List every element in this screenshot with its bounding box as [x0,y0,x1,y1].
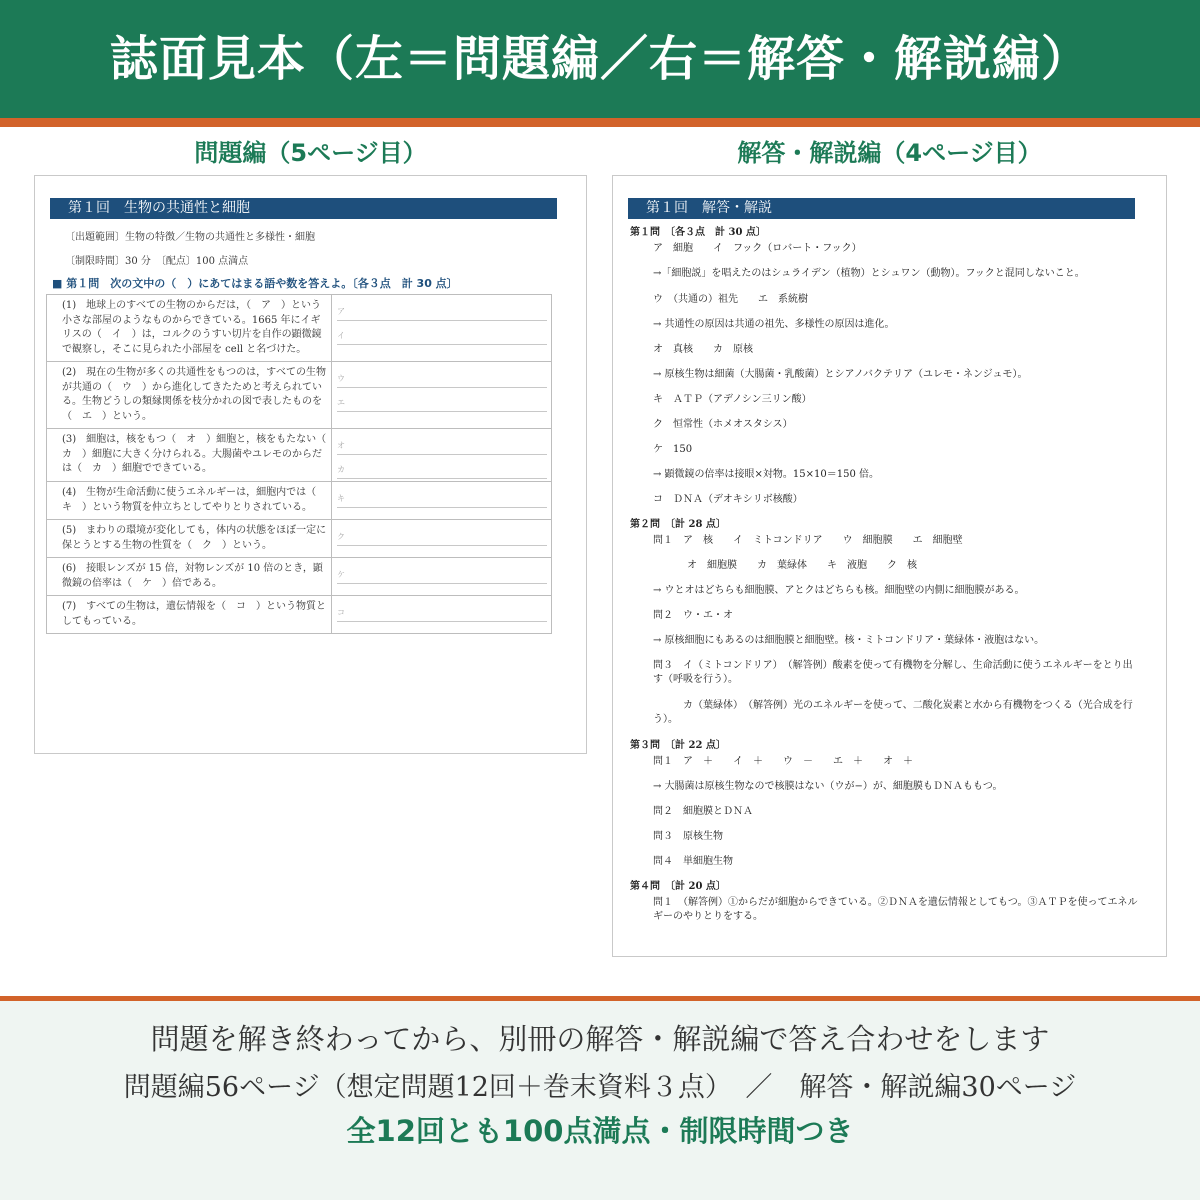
answer-line-text: 問１ ア 核 イ ミトコンドリア ウ 細胞膜 エ 細胞壁 [653,535,963,546]
footer-line-1: 問題を解き終わってから、別冊の解答・解説編で答え合わせをします [150,1022,1050,1056]
answer-line-text: ク 恒常性（ホメオスタシス） [653,419,793,430]
question-text: (4) 生物が生命活動に使うエネルギーは，細胞内では（ キ ）という物質を仲立ちとしてやりとりされている。 [47,482,332,519]
answer-line-text: 問１ （解答例）①からだが細胞からできている。②ＤＮＡを遺伝情報としてもつ。③ＡＴＰを使ってエネルギーのやりとりをする。 [653,897,1138,922]
answer-section-heading: 第４問 〔計 20 点〕 [630,881,726,892]
answer-line[interactable]: オ [337,433,547,455]
answer-line-text: 問４ 単細胞生物 [653,856,733,867]
spacer [630,485,1138,493]
question-text: (5) まわりの環境が変化しても，体内の状態をほぼ一定に保とうとする生物の性質を（ ク ）という。 [47,520,332,557]
answer-line-text: →「細胞説」を唱えたのはシュライデン（植物）とシュワン（動物）。フックと混同しないこと。 [653,268,1085,279]
answer-line-text: コ ＤＮＡ（デオキシリボ核酸） [653,494,803,505]
spacer [630,797,1138,805]
answer-line-text: ケ 150 [653,444,693,455]
question-row [47,362,551,429]
question-instruction: ■ 第１問 次の文中の（ ）にあてはまる語や数を答えよ。〔各３点 計 30 点〕 [52,277,458,290]
spacer [630,847,1138,855]
spacer [630,360,1138,368]
answer-line[interactable]: コ [337,600,547,622]
spacer [630,731,1138,739]
spacer [630,310,1138,318]
spacer [630,772,1138,780]
answer-line-text: → 原核細胞にもあるのは細胞膜と細胞壁。核・ミトコンドリア・葉緑体・液胞はない。 [653,635,1045,646]
question-row [47,295,551,362]
answer-line-text: オ 細胞膜 カ 葉緑体 キ 液胞 ク 核 [687,560,917,571]
answer-line[interactable]: ケ [337,562,547,584]
answer-line-text: 問３ 原核生物 [653,831,723,842]
answer-line-text: 問１ ア ＋ イ ＋ ウ － エ ＋ オ ＋ [653,756,913,767]
answer-line-text: オ 真核 カ 原核 [653,344,753,355]
header-divider [0,118,1200,127]
spacer [630,510,1138,518]
left-section-title: 問題編（5ページ目） [194,139,427,167]
answer-section-heading: 第２問 〔計 28 点〕 [630,519,726,530]
answer-blanks [332,596,551,633]
footer [0,1001,1200,1200]
spacer [630,626,1138,634]
spacer [630,822,1138,830]
question-page [34,175,587,754]
answer-line-text: 問２ 細胞膜とＤＮＡ [653,806,753,817]
answer-section-heading: 第３問 〔計 22 点〕 [630,740,726,751]
spacer [630,601,1138,609]
spacer [630,551,1138,559]
answer-page [612,175,1167,957]
answer-blanks [332,295,551,361]
spacer [630,576,1138,584]
footer-line-3: 全12回とも100点満点・制限時間つき [346,1114,854,1148]
answer-page-heading: 第１回 解答・解説 [628,198,1135,219]
question-text: (3) 細胞は，核をもつ（ オ ）細胞と，核をもたない（ カ ）細胞に大きく分けられる。大腸菌やユレモのからだは（ カ ）細胞でできている。 [47,429,332,481]
question-page-heading: 第１回 生物の共通性と細胞 [50,198,557,219]
answer-content [630,226,1138,928]
answer-line-text: 問２ ウ・エ・オ [653,610,733,621]
answer-line-text: ウ （共通の）祖先 エ 系統樹 [653,294,808,305]
question-row [47,482,551,520]
footer-line-2: 問題編56ページ（想定問題12回＋巻末資料３点） ／ 解答・解説編30ページ [123,1072,1077,1103]
answer-line[interactable]: イ [337,323,547,345]
answer-section-heading: 第１問 〔各３点 計 30 点〕 [630,227,766,238]
question-text: (2) 現在の生物が多くの共通性をもつのは，すべての生物が共通の（ ウ ）から進化してきたためと考えられている。生物どうしの類縁関係を枝分かれの図で表したものを（ エ ）という。 [47,362,332,428]
question-text: (1) 地球上のすべての生物のからだは，（ ア ）という小さな部屋のようなものからできている。1665 年にイギリスの（ イ ）は，コルクのうすい切片を自作の顕微鏡で観察し，そこに見られた小部屋を cell と名づけた。 [47,295,332,361]
answer-line-text: ア 細胞 イ フック（ロバート・フック） [653,243,862,254]
question-table [46,294,552,634]
question-row [47,596,551,633]
spacer [630,872,1138,880]
answer-line[interactable]: ク [337,524,547,546]
answer-line-text: → ウとオはどちらも細胞膜、アとクはどちらも核。細胞壁の内側に細胞膜がある。 [653,585,1025,596]
spacer [630,691,1138,699]
answer-blanks [332,558,551,595]
spacer [630,651,1138,659]
spacer [630,435,1138,443]
question-text: (7) すべての生物は，遺伝情報を（ コ ）という物質としてもっている。 [47,596,332,633]
answer-line-text: カ（葉緑体） （解答例）光のエネルギーを使って、二酸化炭素と水から有機物をつくる（光合成を行う）。 [653,700,1133,725]
right-section-title: 解答・解説編（4ページ目） [737,139,1042,167]
answer-line-text: → 原核生物は細菌（大腸菌・乳酸菌）とシアノバクテリア（ユレモ・ネンジュモ）。 [653,369,1028,380]
answer-blanks [332,520,551,557]
question-row [47,429,551,482]
spacer [630,285,1138,293]
spacer [630,460,1138,468]
answer-blanks [332,482,551,519]
exam-range: 〔出題範囲〕生物の特徴／生物の共通性と多様性・細胞 [65,232,315,243]
answer-blanks [332,362,551,428]
question-text: (6) 接眼レンズが 15 倍，対物レンズが 10 倍のとき，顕微鏡の倍率は（ ケ ）倍である。 [47,558,332,595]
spacer [630,259,1138,267]
answer-line[interactable]: ウ [337,366,547,388]
page-title: 誌面見本（左＝問題編／右＝解答・解説編） [109,31,1090,87]
answer-line[interactable]: ア [337,299,547,321]
spacer [630,335,1138,343]
answer-line-text: → 大腸菌は原核生物なので核膜はない（ウが−）が、細胞膜もＤＮＡももつ。 [653,781,1003,792]
answer-blanks [332,429,551,481]
answer-line[interactable]: キ [337,486,547,508]
spacer [630,385,1138,393]
question-row [47,558,551,596]
answer-line-text: → 共通性の原因は共通の祖先、多様性の原因は進化。 [653,319,895,330]
answer-line-text: → 顕微鏡の倍率は接眼×対物。15×10＝150 倍。 [653,469,880,480]
answer-line[interactable]: エ [337,390,547,412]
answer-line-text: 問３ イ（ミトコンドリア） （解答例）酸素を使って有機物を分解し、生命活動に使うエネルギーをとり出す（呼吸を行う）。 [653,660,1133,685]
answer-line[interactable]: カ [337,457,547,479]
answer-line-text: キ ＡＴＰ（アデノシン三リン酸） [653,394,812,405]
spacer [630,410,1138,418]
question-row [47,520,551,558]
exam-time-score: 〔制限時間〕30 分 〔配点〕100 点満点 [65,256,249,267]
